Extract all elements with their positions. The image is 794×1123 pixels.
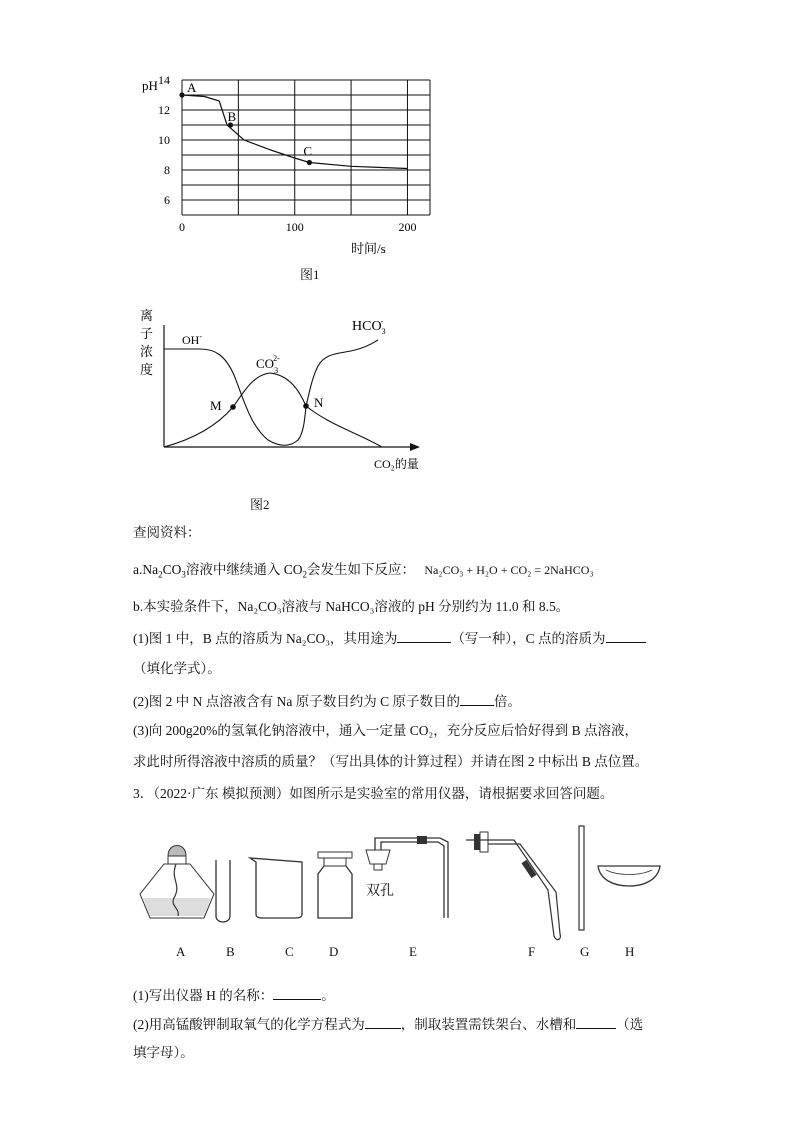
apparatus-e-stopper-tube bbox=[366, 836, 448, 918]
fig1-xtick-label: 200 bbox=[398, 220, 417, 234]
fig2-x-arrow bbox=[410, 443, 420, 451]
apparatus-f-bent-tube bbox=[466, 832, 560, 940]
sub-question-2-line-2: 填字母）。 bbox=[133, 1045, 194, 1060]
fig2-ylabel bbox=[140, 308, 153, 377]
sub-question-1: (1)写出仪器 H 的名称： 。 bbox=[133, 985, 335, 1006]
apparatus-d-bottle bbox=[318, 852, 352, 918]
apparatus-b-test-tube bbox=[216, 860, 230, 922]
svg-text:离: 离 bbox=[140, 308, 154, 323]
fig1-ytick-label: 6 bbox=[164, 193, 170, 207]
question-2: (2)图 2 中 N 点溶液含有 Na 原子数目约为 C 原子数目的 倍。 bbox=[133, 691, 521, 712]
apparatus-label-h: H bbox=[625, 944, 635, 959]
answer-blank-solute bbox=[606, 628, 646, 643]
fig1-xtick-label: 100 bbox=[285, 220, 304, 234]
fig1-ylabel: pH bbox=[142, 78, 158, 93]
fig2-label-n: N bbox=[314, 395, 324, 410]
answer-blank-use bbox=[397, 628, 451, 643]
fig2-xlabel: CO₂的量 bbox=[374, 457, 419, 471]
apparatus-label-b: B bbox=[226, 944, 235, 959]
fig1-xtick-label: 0 bbox=[179, 220, 185, 234]
fig1-xlabel: 时间/s bbox=[351, 241, 386, 256]
fig1-points bbox=[179, 80, 312, 165]
answer-blank-letters bbox=[576, 1014, 616, 1029]
fig2-label-m: M bbox=[210, 398, 222, 413]
apparatus-h-evaporating-dish bbox=[598, 866, 660, 886]
apparatus-label-e: E bbox=[409, 944, 417, 959]
fig1-ytick-label: 14 bbox=[158, 73, 170, 87]
fig2-co3-curve bbox=[164, 373, 306, 447]
fig1-ticks bbox=[158, 73, 416, 234]
fig2-label-co3: $CO_32-$ bbox=[256, 354, 280, 375]
fig1-caption: 图1 bbox=[300, 267, 320, 282]
reference-title: 查阅资料： bbox=[133, 525, 201, 540]
hole-label: 双孔 bbox=[366, 884, 394, 899]
fig2-label-oh: OH- bbox=[182, 332, 203, 347]
apparatus-label-c: C bbox=[285, 944, 294, 959]
fig1-point-a bbox=[179, 92, 184, 97]
apparatus-label-a: A bbox=[176, 944, 186, 959]
fig1-ytick-label: 12 bbox=[158, 103, 170, 117]
answer-blank-h-name bbox=[273, 985, 321, 1000]
reference-b: b.本实验条件下，Na₂CO₃溶液与 NaHCO₃溶液的 pH 分别约为 11.0 和 8.5。 bbox=[133, 599, 570, 614]
apparatus-g-glass-rod bbox=[579, 826, 584, 930]
sub-question-2-line-1: (2)用高锰酸钾制取氧气的化学方程式为 ，制取装置需铁架台、水槽和 （选 bbox=[133, 1014, 643, 1035]
reference-a: $a.Na_2CO_3$溶液中继续通入 $CO_2$会发生如下反应： Na₂CO₃ + H₂O + CO₂ = 2NaHCO₃ bbox=[133, 562, 594, 580]
fig2-caption: 图2 bbox=[250, 497, 270, 512]
svg-text:度: 度 bbox=[140, 362, 154, 377]
fig2-point-m bbox=[230, 404, 236, 410]
answer-blank-equation bbox=[365, 1014, 401, 1029]
fig1-ytick-label: 8 bbox=[164, 163, 170, 177]
fig2-point-n bbox=[303, 403, 309, 409]
apparatus-label-g: G bbox=[580, 944, 590, 959]
fig1-point-c bbox=[307, 160, 312, 165]
apparatus-a-alcohol-lamp bbox=[140, 846, 214, 919]
fig1-point-label-a: A bbox=[187, 80, 197, 95]
question-3-line-2: 求此时所得溶液中溶质的质量？（写出具体的计算过程）并请在图 2 中标出 B 点位置。 bbox=[133, 754, 649, 769]
problem-3-heading: 3．（2022·广东 模拟预测）如图所示是实验室的常用仪器，请根据要求回答问题。 bbox=[133, 786, 614, 801]
figure-1-chart bbox=[130, 70, 450, 260]
svg-text:子: 子 bbox=[140, 326, 154, 341]
fig1-ytick-label: 10 bbox=[158, 133, 170, 147]
question-1-line-2: （填化学式）。 bbox=[133, 661, 221, 676]
fig1-point-label-c: C bbox=[303, 143, 313, 159]
figure-2-chart bbox=[130, 300, 440, 480]
question-3-line-1: (3)向 200g20%的氢氧化钠溶液中，通入一定量 CO₂，充分反应后恰好得到 B 点溶液， bbox=[133, 723, 638, 738]
apparatus-c-beaker bbox=[250, 858, 302, 918]
fig1-point-label-b: B bbox=[227, 109, 237, 124]
apparatus-label-f: F bbox=[528, 944, 536, 959]
fig2-label-hco3: $HCO_3-$ bbox=[352, 317, 386, 336]
svg-text:浓: 浓 bbox=[140, 344, 154, 359]
apparatus-label-d: D bbox=[329, 944, 339, 959]
answer-blank-ratio bbox=[460, 691, 494, 706]
question-1-line-1: (1)图 1 中，B 点的溶质为 Na₂CO₃，其用途为 （写一种），C 点的溶质为 bbox=[133, 628, 646, 649]
reaction-equation: Na₂CO₃ + H₂O + CO₂ = 2NaHCO₃ bbox=[424, 563, 594, 577]
